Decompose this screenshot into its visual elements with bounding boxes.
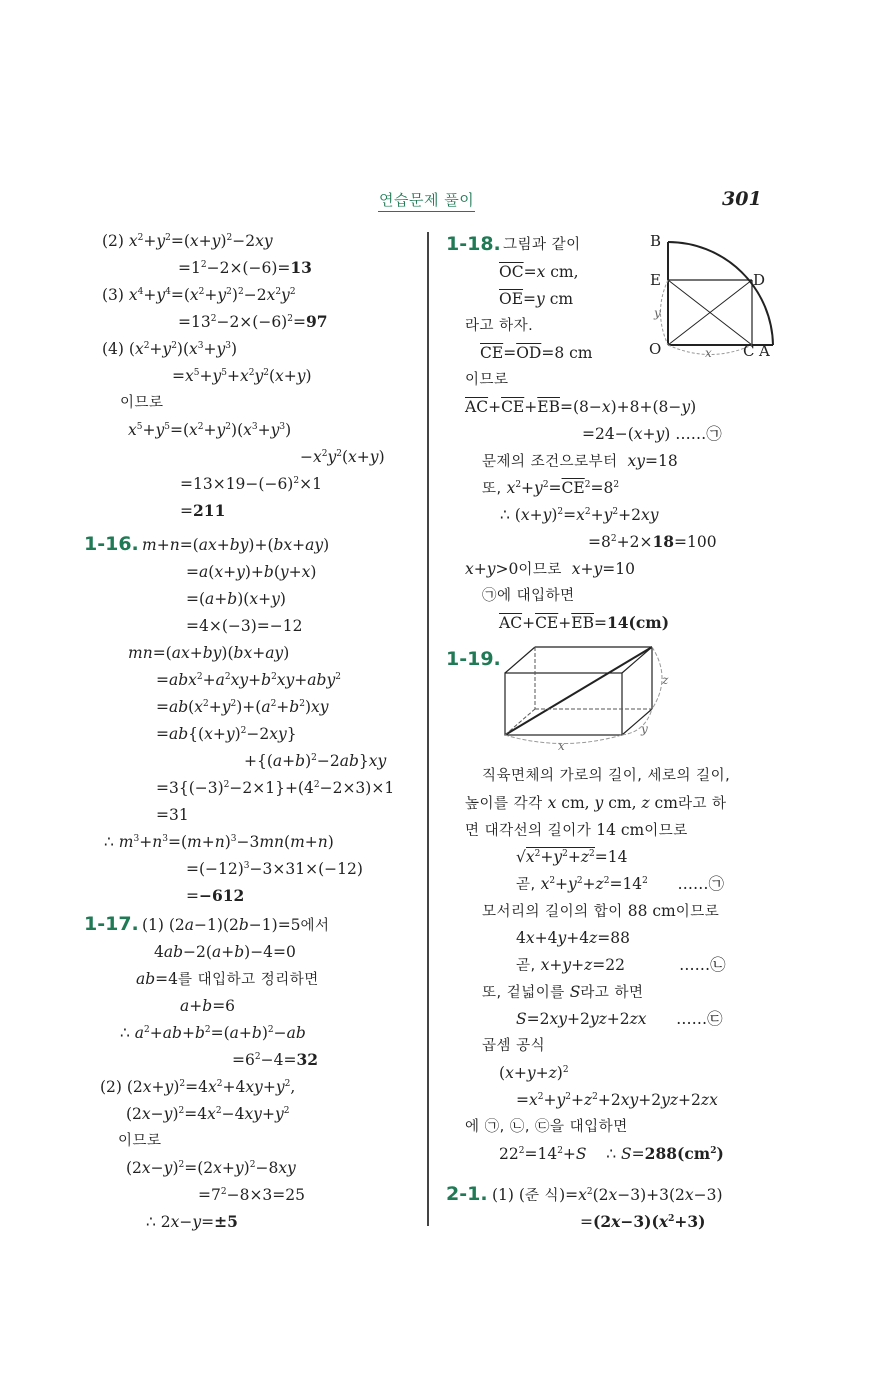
problem-number: 1-19.: [446, 648, 501, 670]
math-line: 높이를 각각 x cm, y cm, z cm라고 하: [465, 794, 727, 812]
problem-number: 1-16.: [84, 533, 139, 555]
math-line: ∴ $a^2+ab+b^2=(a+b)^2-ab$: [120, 1024, 306, 1042]
svg-text:O: O: [649, 340, 662, 358]
math-line: $=6^2-4=32$: [232, 1050, 319, 1069]
math-line: $=1^2-2\times(-6)=13$: [178, 258, 312, 277]
problem-number: 1-18.: [446, 233, 501, 255]
math-line: 또, $x^2+y^2=\overline{CE}^2=8^2$: [482, 479, 620, 497]
math-line: ∴ $m^3+n^3=(m+n)^3-3mn(m+n)$: [104, 833, 334, 851]
math-line: $=x^2+y^2+z^2+2xy+2yz+2zx$: [516, 1091, 718, 1109]
math-line: $(2x-y)^2=4x^2-4xy+y^2$: [126, 1105, 290, 1123]
svg-text:z: z: [662, 673, 669, 687]
math-line: $√x^2+y^2+z^2=14$: [516, 848, 628, 866]
math-line: $=ab(x^2+y^2)+(a^2+b^2)xy$: [156, 698, 329, 716]
svg-text:x: x: [705, 346, 712, 360]
problem-number: 2-1.: [446, 1183, 488, 1205]
math-line: x+y>0이므로 x+y=10: [465, 560, 635, 578]
math-line: m+n=(ax+by)+(bx+ay): [142, 536, 330, 554]
math-line: $x^5+y^5=(x^2+y^2)(x^3+y^3)$: [128, 421, 292, 439]
math-line: 4ab−2(a+b)−4=0: [154, 943, 296, 961]
svg-text:C: C: [743, 342, 755, 360]
math-line: (1) (준 식)$=x^2(2x-3)+3(2x-3)$: [492, 1186, 723, 1204]
math-line: $=13^2-2\times(-6)^2=97$: [178, 312, 328, 331]
math-line: $=(2x-3)(x^2+3)$: [580, 1212, 706, 1231]
math-line: (2) $x^2+y^2=(x+y)^2-2xy$: [102, 232, 273, 250]
section-title: 연습문제 풀이: [378, 189, 475, 212]
math-line: 곧, $x^2+y^2+z^2=14^2$ ……㉠: [516, 875, 724, 893]
math-line: $=x^5+y^5+x^2y^2(x+y)$: [172, 367, 312, 385]
svg-text:D: D: [753, 271, 766, 289]
math-line: $=ab\{(x+y)^2-2xy\}$: [156, 725, 297, 743]
math-line: $=13\times 19-(-6)^2\times 1$: [180, 475, 322, 493]
math-line: $(x+y+z)^2$: [499, 1064, 569, 1082]
math-line: mn=(ax+by)(bx+ay): [128, 644, 290, 662]
math-line: (3) $x^4+y^4=(x^2+y^2)^2-2x^2y^2$: [102, 286, 296, 304]
math-line: S=2xy+2yz+2zx ……㉢: [516, 1010, 723, 1028]
math-line: $=7^2-8\times 3=25$: [198, 1186, 306, 1204]
text-line: 이므로: [465, 372, 509, 388]
math-line: =211: [180, 501, 226, 520]
text-line: 이므로: [120, 395, 164, 411]
text-line: 라고 하자.: [465, 318, 534, 334]
math-line: =−612: [186, 886, 245, 905]
quarter-circle-figure: [645, 230, 780, 360]
math-line: $22^2=14^2+S$ ∴ $S=288(cm^2)$: [499, 1144, 724, 1163]
text-line: ㉠에 대입하면: [482, 588, 575, 604]
math-line: (4) $(x^2+y^2)(x^3+y^3)$: [102, 340, 238, 358]
text-line: 이므로: [118, 1133, 162, 1149]
math-line: ∴ $(x+y)^2=x^2+y^2+2xy$: [500, 506, 659, 524]
math-line: $=8^2+2\times 18=100$: [588, 532, 717, 551]
math-line: =(a+b)(x+y): [186, 590, 286, 608]
math-line: $+\{(a+b)^2-2ab\}xy$: [244, 752, 387, 770]
math-line: (1) (2a−1)(2b−1)=5에서: [142, 916, 330, 934]
math-line: $\overline{OE}=y$ cm: [499, 290, 574, 308]
math-line: 또, 겉넓이를 S라고 하면: [482, 983, 644, 1001]
math-line: a+b=6: [180, 997, 236, 1015]
math-line: =4×(−3)=−12: [186, 617, 303, 635]
problem-number: 1-17.: [84, 913, 139, 935]
svg-text:E: E: [650, 271, 661, 289]
math-line: =a(x+y)+b(y+x): [186, 563, 317, 581]
text-line: 에 ㉠, ㉡, ㉢을 대입하면: [465, 1119, 628, 1135]
math-line: $\overline{AC}+\overline{CE}+\overline{EB}=(8-x)+8+(8-y)$: [465, 398, 697, 416]
page-number: 301: [722, 188, 762, 210]
math-line: 곧, x+y+z=22 ……㉡: [516, 956, 726, 974]
math-line: 4x+4y+4z=88: [516, 929, 630, 947]
math-line: ∴ 2x−y=±5: [146, 1212, 238, 1231]
svg-text:x: x: [558, 739, 565, 753]
math-line: $(2x-y)^2=(2x+y)^2-8xy$: [126, 1159, 296, 1177]
math-line: =31: [156, 806, 189, 824]
math-line: $-x^2y^2(x+y)$: [300, 448, 385, 466]
text-line: 곱셈 공식: [482, 1038, 546, 1054]
math-line: (2) $(2x+y)^2=4x^2+4xy+y^2$,: [100, 1078, 296, 1096]
math-line: $\overline{OC}=x$ cm,: [499, 263, 579, 281]
svg-text:B: B: [650, 232, 662, 250]
math-line: $=3\{(-3)^2-2\times 1\}+(4^2-2\times 3)\times 1$: [156, 779, 395, 797]
math-line: $\overline{AC}+\overline{CE}+\overline{EB}=14(cm)$: [499, 613, 670, 632]
svg-text:y: y: [654, 306, 661, 320]
math-line: $=abx^2+a^2xy+b^2xy+aby^2$: [156, 671, 341, 689]
math-line: =24−(x+y) ……㉠: [582, 425, 722, 443]
svg-text:A: A: [759, 342, 770, 360]
math-line: ab=4를 대입하고 정리하면: [136, 970, 319, 988]
text-line: 직육면체의 가로의 길이, 세로의 길이,: [482, 768, 731, 784]
math-line: $\overline{CE}=\overline{OD}=8$ cm: [480, 344, 593, 362]
cuboid-figure: [500, 640, 675, 755]
math-line: $=(-12)^3-3\times 31\times(-12)$: [186, 860, 363, 878]
svg-text:y: y: [641, 722, 648, 736]
math-line: 모서리의 길이의 합이 88 cm이므로: [482, 902, 720, 920]
math-line: 문제의 조건으로부터 xy=18: [482, 452, 678, 470]
text-line: 그림과 같이: [503, 237, 581, 253]
column-divider: [427, 232, 429, 1226]
math-line: 면 대각선의 길이가 14 cm이므로: [465, 821, 688, 839]
